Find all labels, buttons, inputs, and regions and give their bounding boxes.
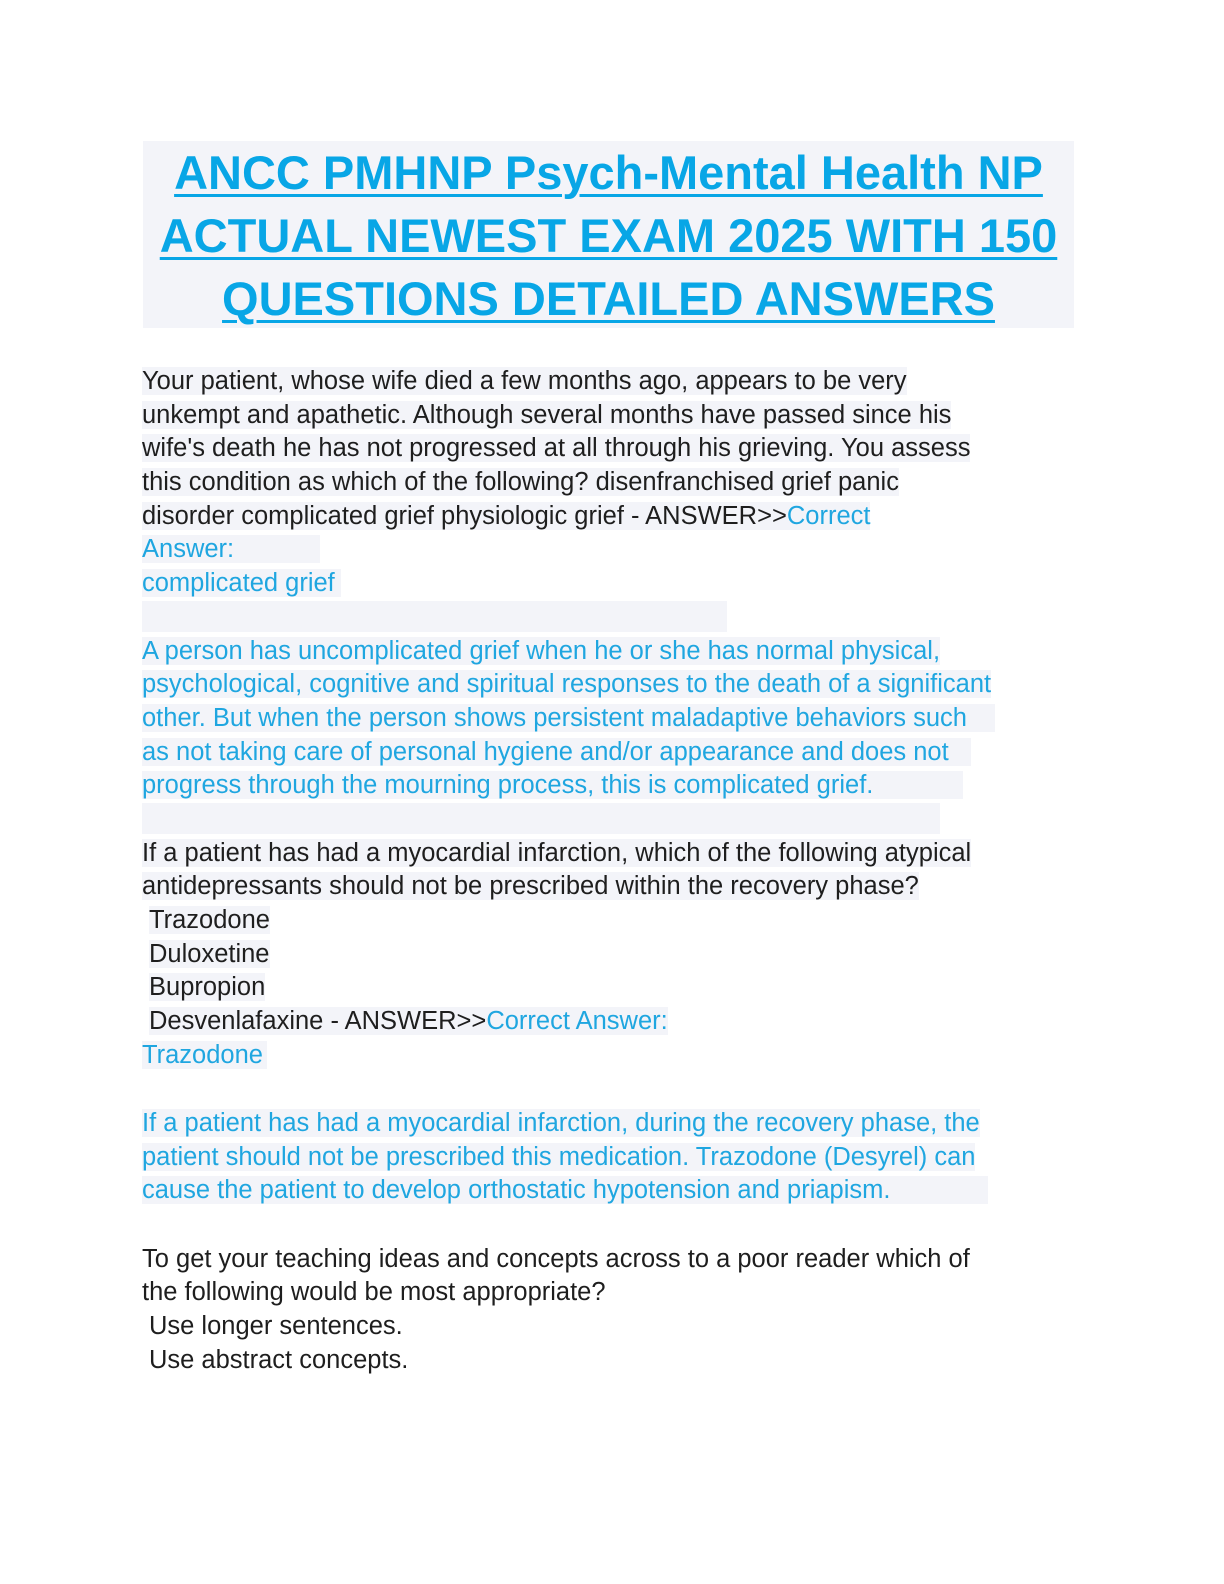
title-line: QUESTIONS DETAILED ANSWERS xyxy=(222,272,995,325)
document-title xyxy=(143,141,1074,328)
explanation-2-line: If a patient has had a myocardial infarction, during the recovery phase, the xyxy=(142,1108,980,1137)
question-2-option: Trazodone xyxy=(149,906,270,934)
question-2-line: antidepressants should not be prescribed within the recovery phase? xyxy=(142,872,919,901)
question-1-line: disorder complicated grief physiologic grief - ANSWER>>Correct xyxy=(142,501,871,530)
title-line: ACTUAL NEWEST EXAM 2025 WITH 150 xyxy=(159,209,1058,262)
correct-answer-label: Correct xyxy=(786,501,871,530)
explanation-2-line: cause the patient to develop orthostatic hypotension and priapism. xyxy=(142,1174,1082,1208)
title-line: ANCC PMHNP Psych-Mental Health NP xyxy=(174,146,1043,199)
blank-highlight xyxy=(142,803,1082,837)
explanation-1-line: as not taking care of personal hygiene and/or appearance and does not xyxy=(142,736,1082,770)
correct-answer-label: Correct Answer: xyxy=(486,1007,668,1036)
question-2-line: If a patient has had a myocardial infarction, which of the following atypical xyxy=(142,838,972,867)
document-body xyxy=(142,365,1082,1377)
explanation-2-line: patient should not be prescribed this medication. Trazodone (Desyrel) can xyxy=(142,1142,976,1171)
correct-answer-label-line: Answer: xyxy=(142,533,1082,567)
question-3-option: Use longer sentences. xyxy=(149,1311,403,1340)
question-2-option: Bupropion xyxy=(149,973,266,1002)
question-3-line: To get your teaching ideas and concepts across to a poor reader which of xyxy=(142,1244,970,1273)
explanation-1-line: A person has uncomplicated grief when he or she has normal physical, xyxy=(142,636,941,665)
blank-highlight xyxy=(142,601,1082,635)
question-1-line: Your patient, whose wife died a few months ago, appears to be very xyxy=(142,367,907,395)
explanation-1-line: psychological, cognitive and spiritual responses to the death of a significant xyxy=(142,670,992,699)
explanation-1-line: progress through the mourning process, this is complicated grief. xyxy=(142,769,1082,803)
answer-1: complicated grief xyxy=(142,567,1082,601)
question-2-option: Desvenlafaxine - ANSWER>>Correct Answer: xyxy=(149,1007,668,1036)
question-1-line: wife's death he has not progressed at all through his grieving. You assess xyxy=(142,434,971,463)
question-2-option: Duloxetine xyxy=(149,939,270,968)
explanation-1-line: other. But when the person shows persistent maladaptive behaviors such xyxy=(142,702,1082,736)
question-1-line: this condition as which of the following? disenfranchised grief panic xyxy=(142,468,899,497)
answer-2: Trazodone xyxy=(142,1039,1082,1073)
question-3-option: Use abstract concepts. xyxy=(149,1345,409,1374)
question-1-line: unkempt and apathetic. Although several months have passed since his xyxy=(142,400,952,429)
question-3-line: the following would be most appropriate? xyxy=(142,1278,606,1307)
